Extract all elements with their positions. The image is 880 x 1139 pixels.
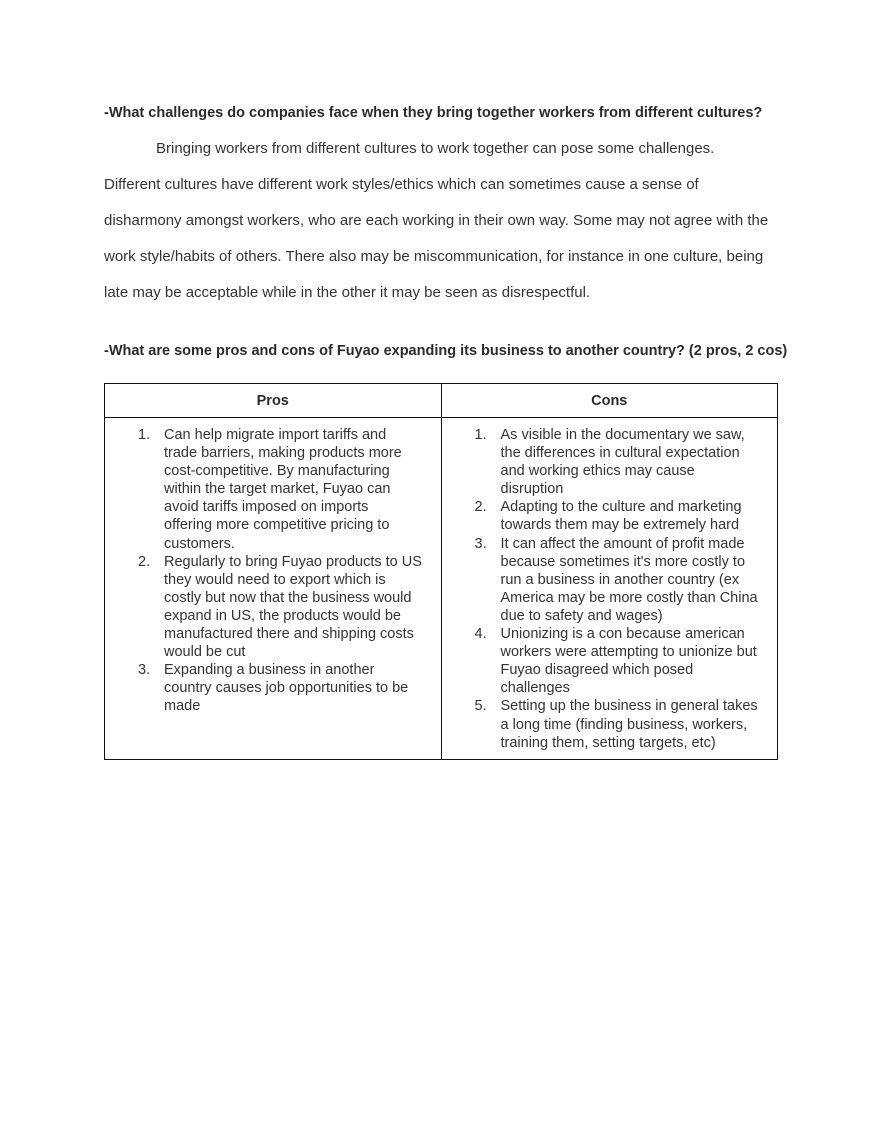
question-2-heading: -What are some pros and cons of Fuyao expanding its business to another country? (2 pros, 2 cos)	[104, 343, 788, 359]
list-item-line: Can help migrate import tariffs and	[164, 427, 387, 443]
list-item-line: due to safety and wages)	[500, 607, 663, 624]
cons-list-item	[442, 697, 778, 751]
list-number: 3.	[474, 535, 487, 552]
list-item-line: training them, setting targets, etc)	[500, 734, 716, 751]
pros-cons-table	[104, 383, 778, 760]
list-item-line: America may be more costly than China	[500, 589, 758, 606]
cons-list-item	[442, 535, 778, 625]
pros-list-item	[105, 661, 441, 715]
paragraph-line: Bringing workers from different cultures to work together can pose some challenges.	[156, 140, 715, 157]
answer-1-paragraph	[104, 131, 768, 311]
list-item-line: run a business in another country (ex	[500, 571, 740, 588]
list-item-line: It can affect the amount of profit made	[500, 535, 745, 552]
list-item-line: expand in US, the products would be	[164, 607, 401, 624]
list-item-line: would be cut	[164, 644, 246, 661]
cons-list-item	[442, 498, 778, 534]
list-item-line: made	[164, 698, 201, 715]
list-item-line: Setting up the business in general takes	[500, 698, 758, 715]
list-item-line: Adapting to the culture and marketing	[500, 499, 742, 516]
list-item-line: Regularly to bring Fuyao products to US	[164, 553, 422, 570]
list-number: 3.	[138, 662, 151, 679]
list-item-line: challenges	[500, 680, 570, 697]
list-item-line: offering more competitive pricing to	[164, 517, 390, 534]
cons-list-item	[442, 625, 778, 697]
list-item-line: avoid tariffs imposed on imports	[164, 499, 369, 516]
pros-list-item	[105, 553, 441, 662]
list-item-line: the differences in cultural expectation	[500, 445, 740, 462]
pros-cell	[105, 418, 442, 760]
list-item-line: costly but now that the business would	[164, 589, 412, 606]
list-number: 4.	[474, 626, 487, 643]
list-item-line: disruption	[500, 481, 564, 498]
paragraph-line: disharmony amongst workers, who are each working in their own way. Some may not agree with the	[104, 212, 769, 229]
list-item-line: within the target market, Fuyao can	[164, 481, 391, 498]
list-number: 1.	[138, 427, 151, 443]
paragraph-line: work style/habits of others. There also may be miscommunication, for instance in one culture, being	[104, 248, 764, 265]
list-item-line: because sometimes it's more costly to	[500, 553, 746, 570]
list-item-line: cost-competitive. By manufacturing	[164, 463, 390, 480]
question-1-heading: -What challenges do companies face when they bring together workers from different cultures?	[104, 105, 763, 121]
list-number: 5.	[474, 698, 487, 715]
list-item-line: manufactured there and shipping costs	[164, 626, 414, 643]
list-item-line: workers were attempting to unionize but	[500, 644, 757, 661]
list-number: 2.	[474, 499, 487, 516]
paragraph-line: late may be acceptable while in the other it may be seen as disrespectful.	[104, 284, 591, 301]
list-item-line: As visible in the documentary we saw,	[500, 427, 745, 443]
list-item-line: and working ethics may cause	[500, 463, 695, 480]
list-item-line: Fuyao disagreed which posed	[500, 662, 694, 679]
list-item-line: towards them may be extremely hard	[500, 517, 740, 534]
list-item-line: Unionizing is a con because american	[500, 626, 745, 643]
cons-list	[442, 426, 778, 752]
list-item-line: Expanding a business in another	[164, 662, 375, 679]
cons-cell	[441, 418, 778, 760]
list-number: 2.	[138, 553, 151, 570]
list-number: 1.	[474, 427, 487, 443]
list-item-line: trade barriers, making products more	[164, 445, 402, 462]
list-item-line: country causes job opportunities to be	[164, 680, 409, 697]
pros-list-item	[105, 426, 441, 553]
pros-header: Pros	[105, 384, 442, 418]
list-item-line: a long time (finding business, workers,	[500, 716, 748, 733]
paragraph-line: Different cultures have different work styles/ethics which can sometimes cause a sense of	[104, 176, 699, 193]
list-item-line: they would need to export which is	[164, 571, 386, 588]
cons-list-item	[442, 426, 778, 498]
cons-header: Cons	[441, 384, 778, 418]
list-item-line: customers.	[164, 535, 235, 552]
pros-list	[105, 426, 441, 716]
